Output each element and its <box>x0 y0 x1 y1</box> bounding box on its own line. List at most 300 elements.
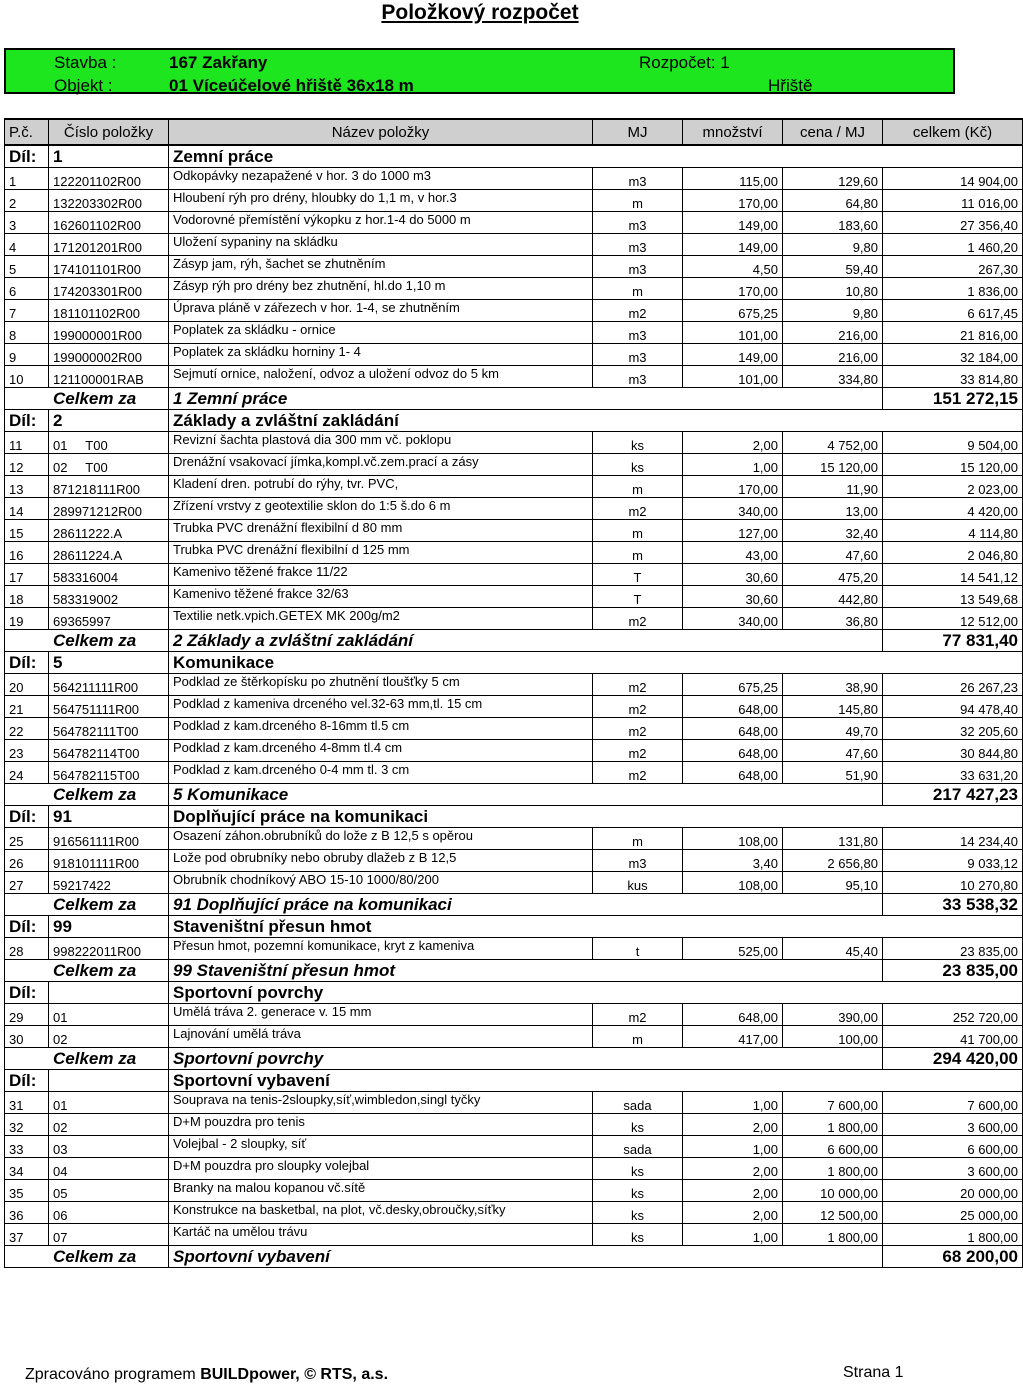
stavba-label: Stavba : <box>54 53 117 72</box>
total-section-name: 99 Staveništní přesun hmot <box>169 960 883 982</box>
item-unit: m <box>593 190 683 212</box>
item-quantity: 2,00 <box>683 1180 783 1202</box>
section-number <box>49 982 169 1004</box>
item-number: 35 <box>5 1180 49 1202</box>
item-unit: m3 <box>593 168 683 190</box>
col-header-name: Název položky <box>169 119 593 145</box>
item-number: 12 <box>5 454 49 476</box>
item-quantity: 648,00 <box>683 740 783 762</box>
item-quantity: 149,00 <box>683 212 783 234</box>
col-header-qty: množství <box>683 119 783 145</box>
item-unit: sada <box>593 1092 683 1114</box>
item-total: 252 720,00 <box>883 1004 1023 1026</box>
item-quantity: 648,00 <box>683 718 783 740</box>
item-total: 15 120,00 <box>883 454 1023 476</box>
item-unit: m3 <box>593 322 683 344</box>
item-code: 07 <box>49 1224 169 1246</box>
item-total: 1 800,00 <box>883 1224 1023 1246</box>
item-row <box>5 476 1023 498</box>
item-number: 25 <box>5 828 49 850</box>
item-name: Podklad z kameniva drceného vel.32-63 mm,tl. 15 cm <box>169 696 593 718</box>
section-name: Sportovní vybavení <box>169 1070 1023 1092</box>
item-name: Vodorovné přemístění výkopku z hor.1-4 do 5000 m <box>169 212 593 234</box>
item-quantity: 648,00 <box>683 696 783 718</box>
item-total: 1 836,00 <box>883 278 1023 300</box>
item-row <box>5 1136 1023 1158</box>
item-unit: ks <box>593 1158 683 1180</box>
item-name: Lajnování umělá tráva <box>169 1026 593 1048</box>
item-unit: m2 <box>593 696 683 718</box>
item-row <box>5 190 1023 212</box>
item-total: 30 844,80 <box>883 740 1023 762</box>
item-code: 564782111T00 <box>49 718 169 740</box>
item-number: 3 <box>5 212 49 234</box>
item-unit-price: 45,40 <box>783 938 883 960</box>
section-number: 5 <box>49 652 169 674</box>
item-row <box>5 278 1023 300</box>
item-name: D+M pouzdra pro tenis <box>169 1114 593 1136</box>
item-unit-price: 95,10 <box>783 872 883 894</box>
item-number: 11 <box>5 432 49 454</box>
item-total: 3 600,00 <box>883 1114 1023 1136</box>
item-quantity: 1,00 <box>683 1224 783 1246</box>
item-unit: m3 <box>593 344 683 366</box>
item-code: 162601102R00 <box>49 212 169 234</box>
item-name: Trubka PVC drenážní flexibilní d 125 mm <box>169 542 593 564</box>
item-code: 998222011R00 <box>49 938 169 960</box>
item-unit: m2 <box>593 608 683 630</box>
item-name: Kamenivo těžené frakce 32/63 <box>169 586 593 608</box>
item-total: 2 046,80 <box>883 542 1023 564</box>
item-name: Hloubení rýh pro drény, hloubky do 1,1 m, v hor.3 <box>169 190 593 212</box>
item-unit: T <box>593 586 683 608</box>
budget-table-body <box>5 119 1023 1268</box>
item-row <box>5 256 1023 278</box>
item-name: Kamenivo těžené frakce 11/22 <box>169 564 593 586</box>
item-row <box>5 520 1023 542</box>
section-label: Díl: <box>5 916 49 938</box>
total-label: Celkem za <box>5 630 169 652</box>
item-unit-price: 1 800,00 <box>783 1114 883 1136</box>
item-unit-price: 13,00 <box>783 498 883 520</box>
item-number: 29 <box>5 1004 49 1026</box>
item-unit: ks <box>593 1202 683 1224</box>
item-total: 26 267,23 <box>883 674 1023 696</box>
item-total: 12 512,00 <box>883 608 1023 630</box>
item-unit: sada <box>593 1136 683 1158</box>
section-row <box>5 1070 1023 1092</box>
section-number: 99 <box>49 916 169 938</box>
item-quantity: 648,00 <box>683 1004 783 1026</box>
col-header-pc: P.č. <box>5 119 49 145</box>
item-name: Zřízení vrstvy z geotextilie sklon do 1:5 š.do 6 m <box>169 498 593 520</box>
item-number: 8 <box>5 322 49 344</box>
section-number <box>49 1070 169 1092</box>
item-number: 23 <box>5 740 49 762</box>
item-row <box>5 762 1023 784</box>
total-label: Celkem za <box>5 1048 169 1070</box>
item-name: Podklad z kam.drceného 4-8mm tl.4 cm <box>169 740 593 762</box>
item-unit-price: 183,60 <box>783 212 883 234</box>
item-row <box>5 564 1023 586</box>
item-number: 21 <box>5 696 49 718</box>
objekt-label: Objekt : <box>54 76 113 95</box>
item-unit-price: 15 120,00 <box>783 454 883 476</box>
section-row <box>5 145 1023 168</box>
item-name: Textilie netk.vpich.GETEX MK 200g/m2 <box>169 608 593 630</box>
item-unit-price: 4 752,00 <box>783 432 883 454</box>
item-code: 28611222.A <box>49 520 169 542</box>
item-row <box>5 1202 1023 1224</box>
item-name: Zásyp jam, rýh, šachet se zhutněním <box>169 256 593 278</box>
item-unit: m3 <box>593 212 683 234</box>
item-name: Drenážní vsakovací jímka,kompl.vč.zem.prací a zásy <box>169 454 593 476</box>
item-code: 583319002 <box>49 586 169 608</box>
item-code: 564751111R00 <box>49 696 169 718</box>
total-section-name: 1 Zemní práce <box>169 388 883 410</box>
item-total: 32 205,60 <box>883 718 1023 740</box>
total-amount: 217 427,23 <box>883 784 1023 806</box>
item-unit-price: 10,80 <box>783 278 883 300</box>
section-row <box>5 410 1023 432</box>
page-title-wrap <box>0 0 960 26</box>
item-name: Volejbal - 2 sloupky, síť <box>169 1136 593 1158</box>
item-total: 33 631,20 <box>883 762 1023 784</box>
item-unit-price: 7 600,00 <box>783 1092 883 1114</box>
rozpocet-label: Rozpočet: 1 <box>639 53 730 72</box>
item-quantity: 675,25 <box>683 674 783 696</box>
item-quantity: 340,00 <box>683 498 783 520</box>
item-number: 10 <box>5 366 49 388</box>
col-header-code: Číslo položky <box>49 119 169 145</box>
item-total: 9 504,00 <box>883 432 1023 454</box>
item-number: 1 <box>5 168 49 190</box>
total-section-name: 91 Doplňující práce na komunikaci <box>169 894 883 916</box>
total-amount: 151 272,15 <box>883 388 1023 410</box>
item-unit: m <box>593 476 683 498</box>
item-total: 21 816,00 <box>883 322 1023 344</box>
section-number: 1 <box>49 145 169 168</box>
item-name: Trubka PVC drenážní flexibilní d 80 mm <box>169 520 593 542</box>
item-code: 916561111R00 <box>49 828 169 850</box>
item-name: Konstrukce na basketbal, na plot, vč.desky,obroučky,síťky <box>169 1202 593 1224</box>
item-row <box>5 1004 1023 1026</box>
section-row <box>5 652 1023 674</box>
item-name: Poplatek za skládku - ornice <box>169 322 593 344</box>
item-name: Branky na malou kopanou vč.sítě <box>169 1180 593 1202</box>
item-unit-price: 475,20 <box>783 564 883 586</box>
item-code: 289971212R00 <box>49 498 169 520</box>
item-unit: T <box>593 564 683 586</box>
item-number: 37 <box>5 1224 49 1246</box>
item-quantity: 675,25 <box>683 300 783 322</box>
item-number: 24 <box>5 762 49 784</box>
item-quantity: 2,00 <box>683 432 783 454</box>
item-number: 13 <box>5 476 49 498</box>
item-name: Kartáč na umělou trávu <box>169 1224 593 1246</box>
item-number: 9 <box>5 344 49 366</box>
item-number: 26 <box>5 850 49 872</box>
item-number: 27 <box>5 872 49 894</box>
item-unit: m <box>593 1026 683 1048</box>
total-section-name: 5 Komunikace <box>169 784 883 806</box>
item-name: Revizní šachta plastová dia 300 mm vč. poklopu <box>169 432 593 454</box>
item-name: Kladení dren. potrubí do rýhy, tvr. PVC, <box>169 476 593 498</box>
item-total: 4 114,80 <box>883 520 1023 542</box>
item-total: 2 023,00 <box>883 476 1023 498</box>
item-unit: m <box>593 520 683 542</box>
item-code: 132203302R00 <box>49 190 169 212</box>
item-row <box>5 344 1023 366</box>
item-number: 17 <box>5 564 49 586</box>
item-code: 199000002R00 <box>49 344 169 366</box>
item-number: 6 <box>5 278 49 300</box>
item-name: Zásyp rýh pro drény bez zhutnění, hl.do 1,10 m <box>169 278 593 300</box>
item-number: 7 <box>5 300 49 322</box>
item-unit-price: 9,80 <box>783 300 883 322</box>
project-header <box>4 48 955 94</box>
item-total: 41 700,00 <box>883 1026 1023 1048</box>
item-unit-price: 47,60 <box>783 542 883 564</box>
item-number: 4 <box>5 234 49 256</box>
footer-program: BUILDpower, © RTS, a.s. <box>200 1366 389 1383</box>
section-total-row <box>5 960 1023 982</box>
item-row <box>5 586 1023 608</box>
item-unit-price: 64,80 <box>783 190 883 212</box>
item-unit: ks <box>593 454 683 476</box>
item-code: 02 T00 <box>49 454 169 476</box>
item-code: 01 <box>49 1092 169 1114</box>
section-label: Díl: <box>5 652 49 674</box>
item-number: 22 <box>5 718 49 740</box>
item-row <box>5 828 1023 850</box>
section-total-row <box>5 1246 1023 1268</box>
item-quantity: 2,00 <box>683 1114 783 1136</box>
item-row <box>5 498 1023 520</box>
item-unit-price: 10 000,00 <box>783 1180 883 1202</box>
item-number: 34 <box>5 1158 49 1180</box>
section-label: Díl: <box>5 806 49 828</box>
item-code: 01 T00 <box>49 432 169 454</box>
item-row <box>5 1114 1023 1136</box>
item-quantity: 30,60 <box>683 564 783 586</box>
item-unit: ks <box>593 432 683 454</box>
item-name: Podklad z kam.drceného 8-16mm tl.5 cm <box>169 718 593 740</box>
item-unit-price: 131,80 <box>783 828 883 850</box>
item-total: 11 016,00 <box>883 190 1023 212</box>
item-name: D+M pouzdra pro sloupky volejbal <box>169 1158 593 1180</box>
footer-page-number: Strana 1 <box>843 1364 904 1381</box>
item-number: 33 <box>5 1136 49 1158</box>
item-quantity: 101,00 <box>683 322 783 344</box>
item-unit: ks <box>593 1114 683 1136</box>
stavba-value: 167 Zakřany <box>169 53 268 72</box>
item-row <box>5 542 1023 564</box>
item-quantity: 149,00 <box>683 344 783 366</box>
column-header-row <box>5 119 1023 145</box>
item-number: 20 <box>5 674 49 696</box>
item-unit-price: 12 500,00 <box>783 1202 883 1224</box>
item-number: 28 <box>5 938 49 960</box>
item-quantity: 2,00 <box>683 1202 783 1224</box>
item-unit-price: 216,00 <box>783 344 883 366</box>
item-unit: kus <box>593 872 683 894</box>
item-row <box>5 1158 1023 1180</box>
item-quantity: 170,00 <box>683 278 783 300</box>
item-number: 32 <box>5 1114 49 1136</box>
item-quantity: 525,00 <box>683 938 783 960</box>
item-total: 1 460,20 <box>883 234 1023 256</box>
total-amount: 68 200,00 <box>883 1246 1023 1268</box>
total-section-name: 2 Základy a zvláštní zakládání <box>169 630 883 652</box>
item-name: Poplatek za skládku horniny 1- 4 <box>169 344 593 366</box>
section-name: Základy a zvláštní zakládání <box>169 410 1023 432</box>
item-unit-price: 100,00 <box>783 1026 883 1048</box>
item-code: 05 <box>49 1180 169 1202</box>
section-number: 2 <box>49 410 169 432</box>
item-unit-price: 51,90 <box>783 762 883 784</box>
section-total-row <box>5 894 1023 916</box>
item-code: 03 <box>49 1136 169 1158</box>
item-code: 69365997 <box>49 608 169 630</box>
item-total: 9 033,12 <box>883 850 1023 872</box>
item-code: 01 <box>49 1004 169 1026</box>
item-total: 23 835,00 <box>883 938 1023 960</box>
item-number: 15 <box>5 520 49 542</box>
item-name: Souprava na tenis-2sloupky,síť,wimbledon,singl tyčky <box>169 1092 593 1114</box>
item-code: 04 <box>49 1158 169 1180</box>
item-row <box>5 696 1023 718</box>
item-total: 14 234,40 <box>883 828 1023 850</box>
item-total: 10 270,80 <box>883 872 1023 894</box>
item-unit-price: 38,90 <box>783 674 883 696</box>
item-unit-price: 129,60 <box>783 168 883 190</box>
item-quantity: 115,00 <box>683 168 783 190</box>
total-label: Celkem za <box>5 1246 169 1268</box>
item-row <box>5 1180 1023 1202</box>
item-row <box>5 872 1023 894</box>
item-number: 16 <box>5 542 49 564</box>
item-unit: m2 <box>593 740 683 762</box>
item-unit-price: 1 800,00 <box>783 1158 883 1180</box>
item-code: 06 <box>49 1202 169 1224</box>
item-number: 18 <box>5 586 49 608</box>
total-label: Celkem za <box>5 894 169 916</box>
objekt-value: 01 Víceúčelové hřiště 36x18 m <box>169 76 414 95</box>
item-quantity: 648,00 <box>683 762 783 784</box>
item-total: 7 600,00 <box>883 1092 1023 1114</box>
item-unit: m2 <box>593 300 683 322</box>
item-quantity: 101,00 <box>683 366 783 388</box>
item-code: 28611224.A <box>49 542 169 564</box>
item-unit-price: 49,70 <box>783 718 883 740</box>
item-code: 59217422 <box>49 872 169 894</box>
hriste-label: Hřiště <box>768 76 813 95</box>
item-unit-price: 9,80 <box>783 234 883 256</box>
item-name: Odkopávky nezapažené v hor. 3 do 1000 m3 <box>169 168 593 190</box>
item-total: 3 600,00 <box>883 1158 1023 1180</box>
item-number: 31 <box>5 1092 49 1114</box>
section-label: Díl: <box>5 1070 49 1092</box>
item-quantity: 127,00 <box>683 520 783 542</box>
item-code: 564211111R00 <box>49 674 169 696</box>
item-row <box>5 234 1023 256</box>
item-quantity: 1,00 <box>683 1092 783 1114</box>
item-total: 267,30 <box>883 256 1023 278</box>
item-total: 13 549,68 <box>883 586 1023 608</box>
item-total: 14 904,00 <box>883 168 1023 190</box>
item-row <box>5 850 1023 872</box>
item-quantity: 4,50 <box>683 256 783 278</box>
item-name: Sejmutí ornice, naložení, odvoz a uložení odvoz do 5 km <box>169 366 593 388</box>
item-number: 19 <box>5 608 49 630</box>
section-total-row <box>5 388 1023 410</box>
item-name: Přesun hmot, pozemní komunikace, kryt z kameniva <box>169 938 593 960</box>
section-total-row <box>5 630 1023 652</box>
item-code: 199000001R00 <box>49 322 169 344</box>
item-unit-price: 6 600,00 <box>783 1136 883 1158</box>
item-unit-price: 145,80 <box>783 696 883 718</box>
item-row <box>5 454 1023 476</box>
item-row <box>5 718 1023 740</box>
section-row <box>5 916 1023 938</box>
item-unit-price: 2 656,80 <box>783 850 883 872</box>
total-label: Celkem za <box>5 388 169 410</box>
item-total: 20 000,00 <box>883 1180 1023 1202</box>
item-code: 583316004 <box>49 564 169 586</box>
item-unit-price: 47,60 <box>783 740 883 762</box>
item-unit: m2 <box>593 718 683 740</box>
section-name: Staveništní přesun hmot <box>169 916 1023 938</box>
total-amount: 77 831,40 <box>883 630 1023 652</box>
item-quantity: 149,00 <box>683 234 783 256</box>
item-row <box>5 212 1023 234</box>
item-total: 32 184,00 <box>883 344 1023 366</box>
item-unit: m3 <box>593 256 683 278</box>
item-quantity: 43,00 <box>683 542 783 564</box>
item-name: Podklad z kam.drceného 0-4 mm tl. 3 cm <box>169 762 593 784</box>
item-unit: ks <box>593 1180 683 1202</box>
item-row <box>5 674 1023 696</box>
item-code: 918101111R00 <box>49 850 169 872</box>
col-header-total: celkem (Kč) <box>883 119 1023 145</box>
total-section-name: Sportovní povrchy <box>169 1048 883 1070</box>
footer-prefix: Zpracováno programem <box>25 1366 201 1383</box>
item-row <box>5 608 1023 630</box>
section-label: Díl: <box>5 145 49 168</box>
item-quantity: 1,00 <box>683 454 783 476</box>
item-unit-price: 334,80 <box>783 366 883 388</box>
page-title: Položkový rozpočet <box>381 1 579 24</box>
total-amount: 23 835,00 <box>883 960 1023 982</box>
item-code: 181101102R00 <box>49 300 169 322</box>
item-code: 122201102R00 <box>49 168 169 190</box>
item-row <box>5 740 1023 762</box>
item-unit: m2 <box>593 762 683 784</box>
item-unit: m <box>593 828 683 850</box>
item-code: 564782114T00 <box>49 740 169 762</box>
item-row <box>5 322 1023 344</box>
section-row <box>5 982 1023 1004</box>
col-header-mj: MJ <box>593 119 683 145</box>
item-code: 121100001RAB <box>49 366 169 388</box>
item-name: Osazení záhon.obrubníků do lože z B 12,5 s opěrou <box>169 828 593 850</box>
item-unit: m2 <box>593 674 683 696</box>
section-total-row <box>5 784 1023 806</box>
item-code: 174101101R00 <box>49 256 169 278</box>
section-name: Zemní práce <box>169 145 1023 168</box>
item-unit-price: 1 800,00 <box>783 1224 883 1246</box>
